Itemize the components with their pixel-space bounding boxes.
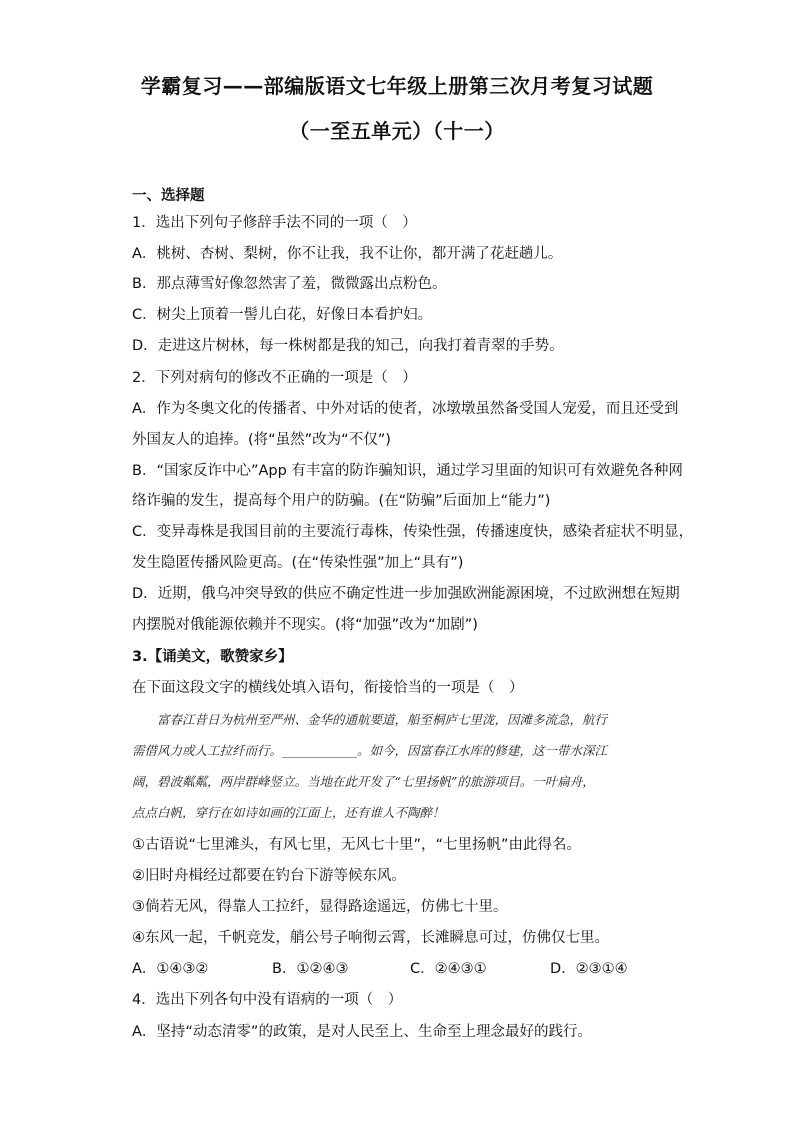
question-3-option-b: B．①②④③ [272,961,349,977]
question-3-stem: 在下面这段文字的横线处填入语句，衔接恰当的一项是（ ） [132,680,524,696]
question-3-heading: 3.【诵美文，歌赞家乡】 [132,649,293,665]
question-1-option-d: D．走进这片树林，每一株树都是我的知己，向我打着青翠的手势。 [132,338,564,354]
passage-line: 点点白帆，穿行在如诗如画的江面上，还有谁人不陶醉！ [132,805,445,820]
passage-line: 需借风力或人工拉纤而行。____________。如今，因富春江水库的修建，这一带水深江 [132,743,608,758]
question-2-option-d-line1: D．近期，俄乌冲突导致的供应不确定性进一步加强欧洲能源困境，不过欧洲想在短期 [132,586,680,602]
question-2-option-c-line1: C．变异毒株是我国目前的主要流行毒株，传染性强，传播速度快，感染者症状不明显， [132,524,694,540]
passage-line: 富春江昔日为杭州至严州、金华的通航要道，船至桐庐七里泷，因滩多流急，航行 [132,712,608,727]
question-1-option-b: B．那点薄雪好像忽然害了羞，微微露出点粉色。 [132,276,447,292]
question-3-option-c: C．②④③① [410,961,487,977]
question-2-option-b-line2: 络诈骗的发生，提高每个用户的防骗。(在“防骗”后面加上“能力”) [132,493,551,509]
sentence-item-4: ④东风一起，千帆竞发，艄公号子响彻云霄，长滩瞬息可过，仿佛仅七里。 [132,930,609,946]
question-2-option-b-line1: B．“国家反诈中心”App 有丰富的防诈骗知识，通过学习里面的知识可有效避免各种网 [132,463,683,479]
question-3-option-d: D．②③①④ [550,961,628,977]
section-heading: 一、选择题 [132,188,205,204]
sentence-item-1: ①古语说“七里滩头，有风七里，无风七十里”，“七里扬帆”由此得名。 [132,837,582,853]
question-2-stem: 2．下列对病句的修改不正确的一项是（ ） [132,370,417,386]
question-2-option-d-line2: 内摆脱对俄能源依赖并不现实。(将“加强”改为“加剧”) [132,617,478,633]
question-4-stem: 4．选出下列各句中没有语病的一项（ ） [132,992,403,1008]
question-2-option-c-line2: 发生隐匿传播风险更高。(在“传染性强”加上“具有”) [132,555,464,571]
question-1-option-c: C．树尖上顶着一髻儿白花，好像日本看护妇。 [132,307,433,323]
sentence-item-3: ③倘若无风，得靠人工拉纤，显得路途遥远，仿佛七十里。 [132,899,508,915]
question-1-stem: 1．选出下列句子修辞手法不同的一项（ ） [132,215,417,231]
question-2-option-a-line2: 外国友人的追捧。(将“虽然”改为“不仅”) [132,432,391,448]
document-subtitle: （一至五单元）（十一） [289,119,505,143]
document-title: 学霸复习——部编版语文七年级上册第三次月考复习试题 [140,74,654,98]
question-4-option-a: A．坚持“动态清零”的政策，是对人民至上、生命至上理念最好的践行。 [132,1024,592,1040]
question-1-option-a: A．桃树、杏树、梨树，你不让我，我不让你，都开满了花赶趟儿。 [132,246,563,262]
question-3-option-a: A．①④③② [132,961,209,977]
sentence-item-2: ②旧时舟楫经过都要在钓台下游等候东风。 [132,868,406,884]
question-2-option-a-line1: A．作为冬奥文化的传播者、中外对话的使者，冰墩墩虽然备受国人宠爱，而且还受到 [132,401,679,417]
passage-line: 阔，碧波粼粼，两岸群峰竖立。当地在此开发了“七里扬帆”的旅游项目。一叶扁舟， [132,774,595,789]
